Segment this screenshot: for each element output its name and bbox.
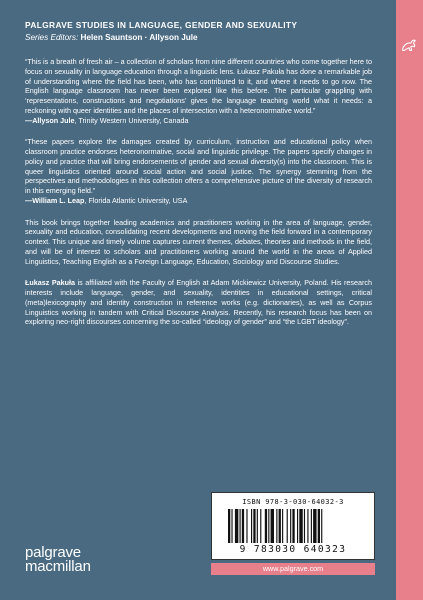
- series-editors-names: Helen Sauntson · Allyson Jule: [80, 33, 198, 42]
- barcode-bar: [276, 509, 277, 543]
- isbn-text: ISBN 978-3-030-64032-3: [242, 498, 344, 506]
- barcode-bar: [287, 509, 288, 543]
- description-text: This book brings together leading academics and practitioners working in the area of language, gender, sexuality and education, consolidating recent developments and moving the field forward in a contemporary context. This unique and timely volume captures current themes, debates, theories and methods in the field, and will be of interest to scholars and practitioners working around the world in the areas of Applied Linguistics, Teaching English as a Foreign Language, Education, Sociology and Discourse Studies.: [25, 217, 372, 266]
- barcode-bar: [299, 509, 302, 543]
- endorsement-affiliation: , Trinity Western University, Canada: [74, 115, 189, 125]
- barcode-bar: [242, 509, 244, 543]
- barcode-bar: [304, 509, 305, 543]
- back-cover-text: [25, 57, 372, 339]
- barcode-bar: [307, 509, 308, 543]
- barcode-bar: [297, 509, 298, 543]
- barcode-bar: [290, 509, 291, 543]
- endorsement-affiliation: , Florida Atlantic University, USA: [84, 195, 188, 205]
- bio-text: is affiliated with the Faculty of English at Adam Mickiewicz University, Poland. His research interests include language, gender, and sexuality, identities in educational settings, critical (meta)lexicography and identity construction in reference works (e.g. dictionaries), as well as Corpus Linguistics working in tandem with Critical Discourse Analysis. Recently, his research focus has been on exploring neo-right discourses concerning the so-called “ideology of gender” and “the LGBT ideology”.: [25, 278, 372, 327]
- barcode-bar: [318, 509, 320, 543]
- barcode-bar: [292, 509, 294, 543]
- barcode-bar: [228, 509, 230, 543]
- bio-author-name: Łukasz Pakuła: [25, 278, 76, 288]
- barcode-bar: [265, 509, 267, 543]
- barcode-bar: [321, 509, 322, 543]
- barcode-digits: 9 783030 640323: [239, 544, 347, 555]
- series-editors: [25, 32, 391, 43]
- endorsement-name: —William L. Leap: [25, 195, 85, 205]
- barcode-bar: [260, 509, 261, 543]
- barcode-bars: [226, 509, 366, 543]
- author-bio: [25, 278, 372, 327]
- publisher-name-line2: macmillan: [25, 558, 91, 575]
- publisher-url: www.palgrave.com: [211, 563, 375, 575]
- endorsement-quote: “This is a breath of fresh air – a collection of scholars from nine different countries who come together here to focus on sexuality in language education through a linguistic lens. Łukasz Pakuła has done a remarkable job of understanding where the field has been, who has contributed to it, and where it needs to go now. The English language classroom has never been explored like this before. The particular grappling with ‘representations, constructions and negotiations’ gives the language teaching world what it needs: a reckoning with queer identities and the places of intersection with a heteronormative world.”: [25, 57, 372, 115]
- barcode-bar: [235, 509, 238, 543]
- springer-horse-icon: [400, 36, 418, 54]
- series-editors-label: Series Editors:: [25, 33, 79, 42]
- barcode-bar: [311, 509, 312, 543]
- series-header: [25, 20, 391, 43]
- barcode-bar: [257, 509, 258, 543]
- barcode-bar: [251, 509, 252, 543]
- barcode-bar: [313, 509, 316, 543]
- bio-paragraph: [25, 278, 372, 327]
- publisher-name-line1: palgrave: [25, 544, 81, 561]
- barcode-bar: [240, 509, 241, 543]
- endorsement-attribution: [25, 196, 372, 206]
- endorsement-quote: “These papers explore the damages created by curriculum, instruction and educational policy when classroom practice endorses heteronormative, social and linguistic privilege. The papers specify changes in policy and practice that will bring endorsements of gender and sexual diversity(s) into the classroom. This is queer linguistics oriented around social action and social justice. The synergy stemming from the perspectives and methodologies in this collection offers a comprehensive picture of the diversity of research in this emerging field.”: [25, 137, 372, 195]
- series-title: PALGRAVE STUDIES IN LANGUAGE, GENDER AND SEXUALITY: [25, 20, 298, 30]
- barcode-bar: [253, 509, 255, 543]
- barcode-bar: [279, 509, 281, 543]
- endorsement-attribution: [25, 116, 372, 126]
- barcode-bar: [231, 509, 232, 543]
- barcode-bar: [271, 509, 274, 543]
- book-description: [25, 218, 372, 267]
- endorsement: [25, 57, 372, 125]
- publisher-logo: [25, 546, 91, 574]
- barcode-bar: [268, 509, 269, 543]
- spine-accent-strip: [396, 0, 423, 600]
- barcode-bar: [282, 509, 283, 543]
- endorsement-name: —Allyson Jule: [25, 115, 75, 125]
- barcode-bar: [246, 509, 247, 543]
- barcode-box: [211, 492, 375, 560]
- endorsement: [25, 137, 372, 205]
